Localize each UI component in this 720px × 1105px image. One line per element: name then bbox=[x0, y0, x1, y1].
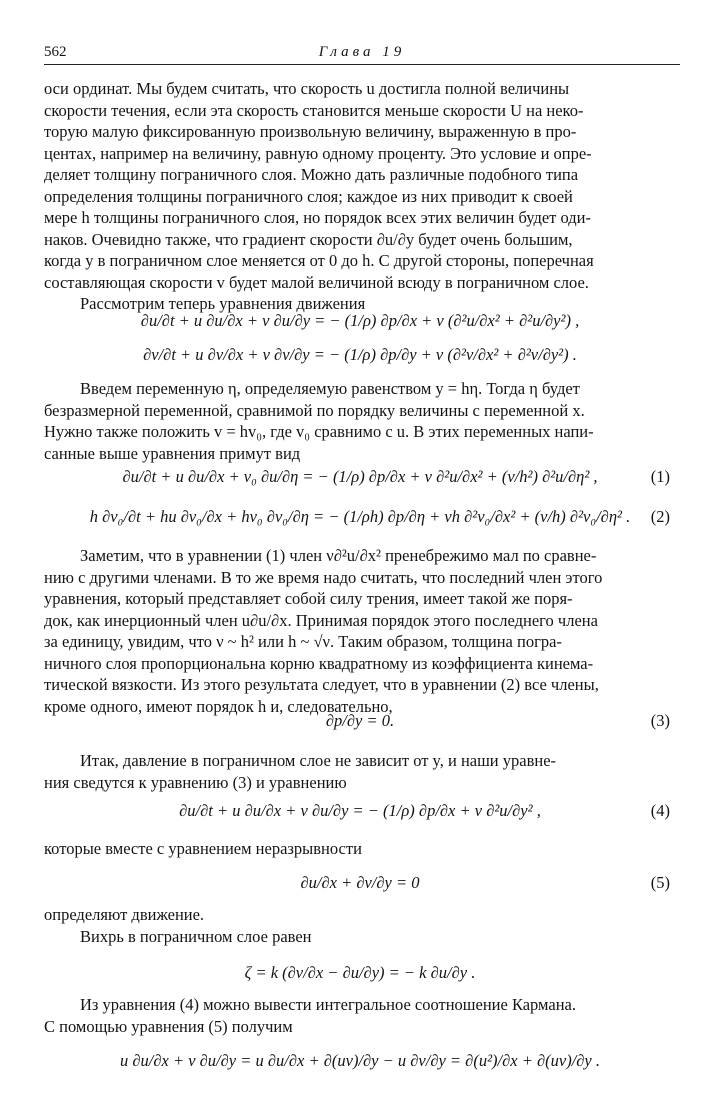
text-line: деляет толщину пограничного слоя. Можно дать различные подобного типа bbox=[44, 165, 579, 184]
paragraph-variable-change bbox=[44, 378, 676, 464]
text-line: безразмерной переменной, сравнимой по порядку величины с переменной x. bbox=[44, 400, 585, 420]
equation-number: (5) bbox=[650, 873, 670, 892]
text-line: нию с другими членами. В то же время надо считать, что последний член этого bbox=[44, 567, 603, 587]
text-line: скорости течения, если эта скорость становится меньше скорости U на неко- bbox=[44, 100, 584, 120]
equation-5 bbox=[44, 866, 676, 900]
equation-2 bbox=[44, 500, 676, 534]
equation-number: (1) bbox=[650, 467, 670, 486]
text-line: уравнения, который представляет собой силу трения, имеет такой же поря- bbox=[44, 589, 573, 608]
text-line: санные выше уравнения примут вид bbox=[44, 443, 301, 463]
text-line: мере h толщины пограничного слоя, но порядок всех этих величин будет оди- bbox=[44, 208, 591, 227]
equation-4 bbox=[44, 794, 676, 828]
text-line: Рассмотрим теперь уравнения движения bbox=[80, 294, 366, 313]
equation-text: ∂u/∂t + u ∂u/∂x + v₀ ∂u/∂η = − (1/ρ) ∂p/∂x + ν ∂²u/∂x² + (ν/h²) ∂²u/∂η² , bbox=[122, 467, 598, 486]
equation-vorticity bbox=[44, 956, 676, 990]
text-line: Введем переменную η, определяемую равенством y = hη. Тогда η будет bbox=[80, 379, 580, 398]
equation-number: (3) bbox=[650, 711, 670, 730]
text-line: Нужно также положить v = hv₀, где v₀ сравнимо с u. В этих переменных напи- bbox=[44, 422, 594, 441]
equation-text: ∂p/∂y = 0. bbox=[325, 711, 395, 730]
text-line: Из уравнения (4) можно вывести интегральное соотношение Кармана. bbox=[80, 995, 576, 1014]
text-line: когда y в пограничном слое меняется от 0 до h. С другой стороны, поперечная bbox=[44, 251, 594, 270]
equation-text: ∂u/∂t + u ∂u/∂x + v ∂u/∂y = − (1/ρ) ∂p/∂x + ν ∂²u/∂y² , bbox=[179, 801, 541, 820]
text-line: ничного слоя пропорциональна корню квадратному из коэффициента кинема- bbox=[44, 653, 594, 673]
text-line: наков. Очевидно также, что градиент скорости ∂u/∂y будет очень большим, bbox=[44, 229, 573, 249]
paragraph-continuity-intro bbox=[44, 838, 676, 860]
paragraph-karman bbox=[44, 994, 676, 1037]
equation-number: (4) bbox=[650, 801, 670, 820]
equation-3 bbox=[44, 704, 676, 738]
text-line: которые вместе с уравнением неразрывности bbox=[44, 839, 362, 858]
running-header bbox=[44, 44, 680, 65]
text-line: составляющая скорости v будет малой величиной всюду в пограничном слое. bbox=[44, 272, 589, 292]
equation-text: ζ = k (∂v/∂x − ∂u/∂y) = − k ∂u/∂y . bbox=[244, 963, 476, 982]
text-line: торую малую фиксированную произвольную величину, выраженную в про- bbox=[44, 122, 577, 141]
text-line: Итак, давление в пограничном слое не зависит от y, и наши уравне- bbox=[80, 751, 557, 770]
equation-text: u ∂u/∂x + v ∂u/∂y = u ∂u/∂x + ∂(uv)/∂y − u ∂v/∂y = ∂(u²)/∂x + ∂(uv)/∂y . bbox=[119, 1051, 600, 1070]
equation-navier-stokes-y bbox=[44, 338, 676, 372]
page-number: 562 bbox=[44, 44, 67, 60]
paragraph-vorticity bbox=[44, 904, 676, 947]
text-line: определяют движение. bbox=[44, 905, 205, 924]
paragraph-pressure-independent bbox=[44, 750, 676, 793]
text-line: док, как инерционный член u∂u/∂x. Принимая порядок этого последнего члена bbox=[44, 610, 598, 630]
text-line: Заметим, что в уравнении (1) член ν∂²u/∂x² пренебрежимо мал по сравне- bbox=[80, 546, 597, 565]
text-line: определения толщины пограничного слоя; каждое из них приводит к своей bbox=[44, 186, 573, 206]
text-line: тической вязкости. Из этого результата следует, что в уравнении (2) все члены, bbox=[44, 675, 599, 694]
text-line: Вихрь в пограничном слое равен bbox=[80, 926, 312, 946]
chapter-title: Глава 19 bbox=[318, 44, 406, 60]
text-line: оси ординат. Мы будем считать, что скорость u достигла полной величины bbox=[44, 79, 570, 98]
equation-text: ∂u/∂x + ∂v/∂y = 0 bbox=[300, 873, 420, 892]
equation-navier-stokes-x bbox=[44, 304, 676, 338]
text-line: кроме одного, имеют порядок h и, следовательно, bbox=[44, 696, 393, 716]
equation-1 bbox=[44, 460, 676, 494]
paragraph-boundary-layer-definition bbox=[44, 78, 676, 293]
equation-text: ∂v/∂t + u ∂v/∂x + v ∂v/∂y = − (1/ρ) ∂p/∂y + ν (∂²v/∂x² + ∂²v/∂y²) . bbox=[143, 345, 577, 364]
text-line: ния сведутся к уравнению (3) и уравнению bbox=[44, 772, 347, 792]
equation-text: h ∂v₀/∂t + hu ∂v₀/∂x + hv₀ ∂v₀/∂η = − (1/ρh) ∂p/∂η + νh ∂²v₀/∂x² + (ν/h) ∂²v₀/∂η² . bbox=[89, 507, 631, 526]
text-line: за единицу, увидим, что ν ~ h² или h ~ √ν. Таким образом, толщина погра- bbox=[44, 632, 562, 651]
paragraph-order-estimate bbox=[44, 545, 676, 717]
equation-text: ∂u/∂t + u ∂u/∂x + v ∂u/∂y = − (1/ρ) ∂p/∂x + ν (∂²u/∂x² + ∂²u/∂y²) , bbox=[140, 311, 580, 330]
equation-number: (2) bbox=[650, 507, 670, 526]
equation-karman-transform bbox=[44, 1044, 676, 1078]
text-line: С помощью уравнения (5) получим bbox=[44, 1016, 293, 1036]
text-line: центах, например на величину, равную одному проценту. Это условие и опре- bbox=[44, 143, 592, 163]
